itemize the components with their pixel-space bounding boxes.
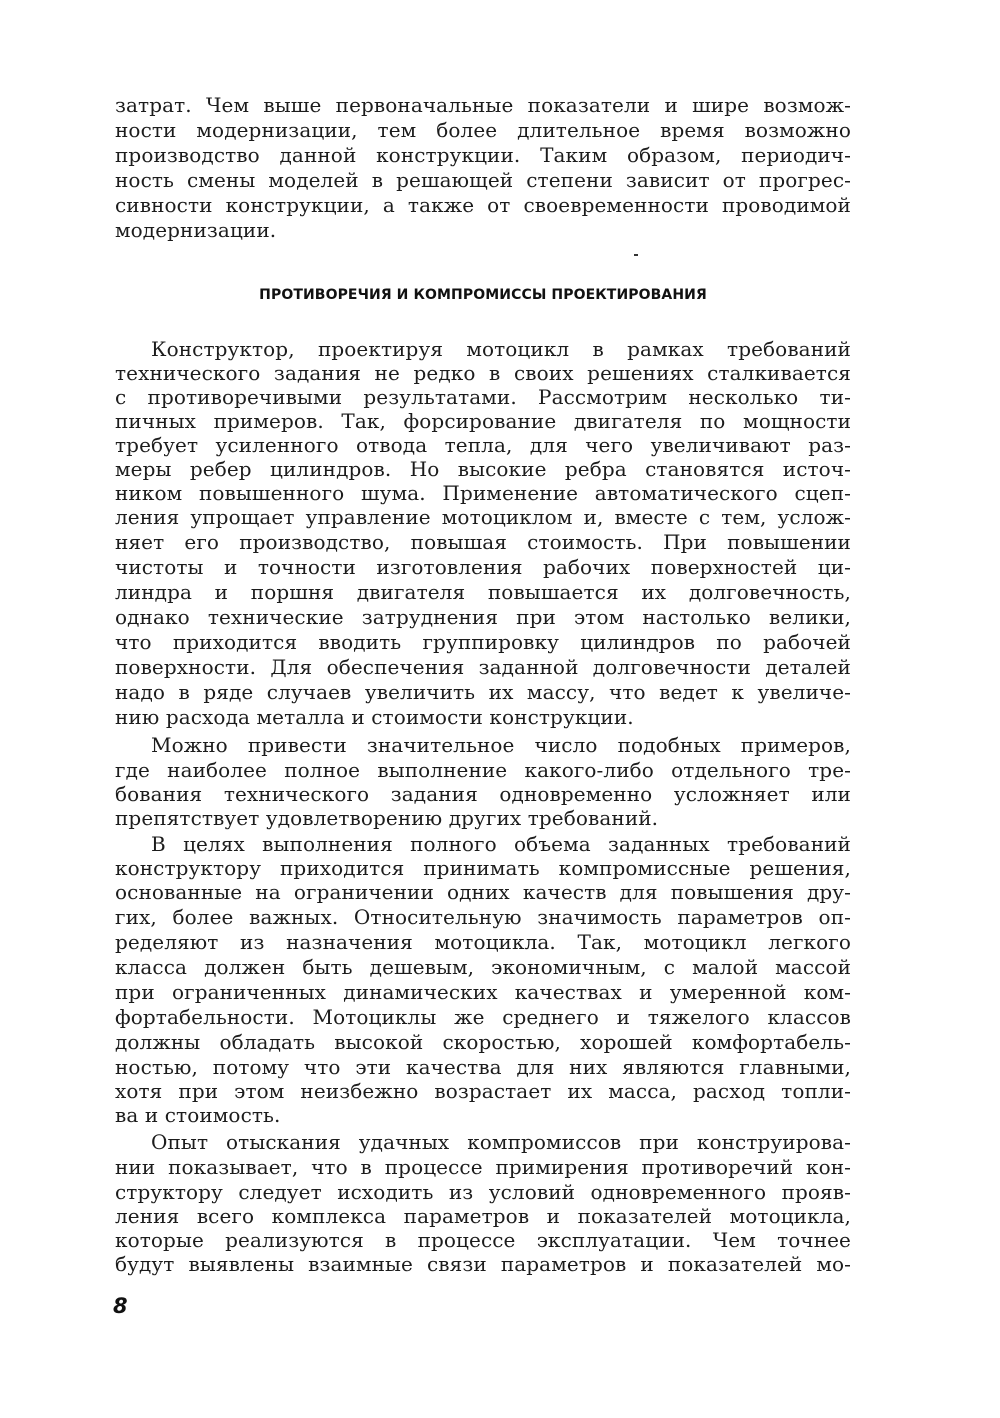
text-line: модернизации. (115, 218, 277, 242)
text-line: препятствует удовлетворению других требований. (115, 806, 659, 830)
text-line: нии показывает, что в процессе примирения противоречий кон- (115, 1155, 851, 1179)
text-line: ления упрощает управление мотоциклом и, вместе с тем, услож- (115, 505, 851, 529)
text-line: чистоты и точности изготовления рабочих поверхностей ци- (115, 555, 851, 579)
text-line: Можно привести значительное число подобных примеров, (151, 733, 851, 757)
text-line: будут выявлены взаимные связи параметров и показателей мо- (115, 1252, 851, 1276)
text-line: хотя при этом неизбежно возрастает их масса, расход топли- (115, 1079, 851, 1103)
text-line: надо в ряде случаев увеличить их массу, что ведет к увеличе- (115, 680, 851, 704)
text-line: В целях выполнения полного объема заданных требований (151, 832, 851, 856)
text-line: с противоречивыми результатами. Рассмотрим несколько ти- (115, 385, 851, 409)
text-line: однако технические затруднения при этом настолько велики, (115, 605, 851, 629)
text-line: где наиболее полное выполнение какого-либо отдельного тре- (115, 758, 851, 782)
text-line: ва и стоимость. (115, 1103, 281, 1127)
text-line: ностью, потому что эти качества для них являются главными, (115, 1055, 851, 1079)
text-line: структору следует исходить из условий одновременного прояв- (115, 1180, 851, 1204)
page-number: 8 (113, 1294, 128, 1318)
text-line: сивности конструкции, а также от своевременности проводимой (115, 193, 851, 217)
text-line: поверхности. Для обеспечения заданной долговечности деталей (115, 655, 851, 679)
text-line: конструктору приходится принимать компромиссные решения, (115, 856, 851, 880)
text-line: меры ребер цилиндров. Но высокие ребра становятся источ- (115, 457, 851, 481)
text-line: класса должен быть дешевым, экономичным, с малой массой (115, 955, 851, 979)
text-line: что приходится вводить группировку цилиндров по рабочей (115, 630, 851, 654)
text-line: линдра и поршня двигателя повышается их долговечность, (115, 580, 851, 604)
text-line: гих, более важных. Относительную значимость параметров оп- (115, 905, 851, 929)
text-line: требует усиленного отвода тепла, для чего увеличивают раз- (115, 433, 851, 457)
text-line: пичных примеров. Так, форсирование двигателя по мощности (115, 409, 851, 433)
text-line: ником повышенного шума. Применение автоматического сцеп- (115, 481, 851, 505)
text-line: ности модернизации, тем более длительное время возможно (115, 118, 851, 142)
text-line: основанные на ограничении одних качеств для повышения дру- (115, 880, 851, 904)
text-line: которые реализуются в процессе эксплуатации. Чем точнее (115, 1228, 851, 1252)
text-line: технического задания не редко в своих решениях сталкивается (115, 361, 851, 385)
text-line: ность смены моделей в решающей степени зависит от прогрес- (115, 168, 851, 192)
print-speck (634, 254, 638, 256)
text-line: производство данной конструкции. Таким образом, периодич- (115, 143, 851, 167)
text-line: фортабельности. Мотоциклы же среднего и тяжелого классов (115, 1005, 851, 1029)
text-line: должны обладать высокой скоростью, хорошей комфортабель- (115, 1030, 851, 1054)
text-line: затрат. Чем выше первоначальные показатели и шире возмож- (115, 93, 851, 117)
text-line: при ограниченных динамических качествах и умеренной ком- (115, 980, 851, 1004)
text-line: ределяют из назначения мотоцикла. Так, мотоцикл легкого (115, 930, 851, 954)
text-line: ления всего комплекса параметров и показателей мотоцикла, (115, 1204, 851, 1228)
text-line: няет его производство, повышая стоимость. При повышении (115, 530, 851, 554)
section-heading: ПРОТИВОРЕЧИЯ И КОМПРОМИССЫ ПРОЕКТИРОВАНИЯ (259, 287, 707, 303)
text-line: нию расхода металла и стоимости конструкции. (115, 705, 634, 729)
text-line: Опыт отыскания удачных компромиссов при конструирова- (151, 1130, 851, 1154)
text-line: бования технического задания одновременно усложняет или (115, 782, 851, 806)
text-line: Конструктор, проектируя мотоцикл в рамках требований (151, 337, 851, 361)
